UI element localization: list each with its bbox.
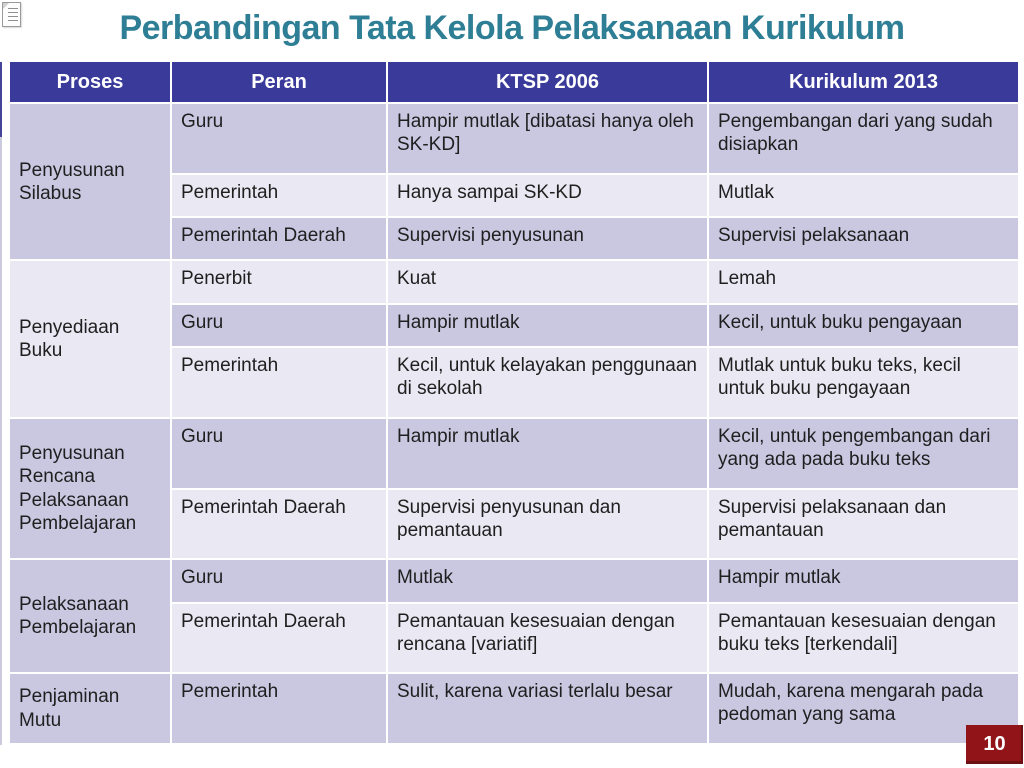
table-row <box>10 261 1018 302</box>
cell-peran: Guru <box>172 305 386 346</box>
cell-ktsp-2006: Hampir mutlak [dibatasi hanya oleh SK-KD] <box>388 104 707 173</box>
cell-kurikulum-2013: Hampir mutlak <box>709 560 1018 601</box>
cell-proses: Pelaksanaan Pembelajaran <box>10 560 170 672</box>
cell-kurikulum-2013: Lemah <box>709 261 1018 302</box>
cell-peran: Guru <box>172 560 386 601</box>
left-edge-artifact-top <box>0 62 2 137</box>
cell-peran: Guru <box>172 104 386 173</box>
cell-ktsp-2006: Supervisi penyusunan <box>388 218 707 259</box>
cell-ktsp-2006: Supervisi penyusunan dan pemantauan <box>388 490 707 559</box>
table-row <box>10 104 1018 173</box>
cell-proses: Penyusunan Silabus <box>10 104 170 259</box>
table-body <box>10 104 1018 743</box>
cell-ktsp-2006: Pemantauan kesesuaian dengan rencana [variatif] <box>388 604 707 673</box>
cell-peran: Pemerintah Daerah <box>172 218 386 259</box>
left-edge-artifact-bottom <box>0 137 2 745</box>
cell-kurikulum-2013: Mutlak untuk buku teks, kecil untuk buku pengayaan <box>709 348 1018 417</box>
cell-ktsp-2006: Hampir mutlak <box>388 419 707 488</box>
column-header-kurikulum-2013: Kurikulum 2013 <box>709 62 1018 102</box>
cell-peran: Guru <box>172 419 386 488</box>
table-row <box>10 560 1018 601</box>
cell-kurikulum-2013: Kecil, untuk pengembangan dari yang ada pada buku teks <box>709 419 1018 488</box>
cell-kurikulum-2013: Supervisi pelaksanaan dan pemantauan <box>709 490 1018 559</box>
table-row <box>10 674 1018 743</box>
cell-ktsp-2006: Sulit, karena variasi terlalu besar <box>388 674 707 743</box>
cell-proses: Penjaminan Mutu <box>10 674 170 743</box>
table-header-row <box>10 62 1018 102</box>
cell-peran: Pemerintah <box>172 348 386 417</box>
cell-ktsp-2006: Kecil, untuk kelayakan penggunaan di sekolah <box>388 348 707 417</box>
column-header-peran: Peran <box>172 62 386 102</box>
cell-ktsp-2006: Mutlak <box>388 560 707 601</box>
cell-proses: Penyediaan Buku <box>10 261 170 416</box>
cell-kurikulum-2013: Supervisi pelaksanaan <box>709 218 1018 259</box>
cell-peran: Pemerintah <box>172 175 386 216</box>
cell-ktsp-2006: Hampir mutlak <box>388 305 707 346</box>
cell-peran: Penerbit <box>172 261 386 302</box>
page-title: Perbandingan Tata Kelola Pelaksanaan Kurikulum <box>119 9 905 47</box>
cell-ktsp-2006: Hanya sampai SK-KD <box>388 175 707 216</box>
cell-ktsp-2006: Kuat <box>388 261 707 302</box>
comparison-table <box>8 60 1020 745</box>
cell-kurikulum-2013: Mutlak <box>709 175 1018 216</box>
cell-kurikulum-2013: Pengembangan dari yang sudah disiapkan <box>709 104 1018 173</box>
cell-kurikulum-2013: Mudah, karena mengarah pada pedoman yang sama <box>709 674 1018 743</box>
cell-peran: Pemerintah Daerah <box>172 490 386 559</box>
cell-kurikulum-2013: Pemantauan kesesuaian dengan buku teks [terkendali] <box>709 604 1018 673</box>
column-header-proses: Proses <box>10 62 170 102</box>
cell-proses: Penyusunan Rencana Pelaksanaan Pembelajaran <box>10 419 170 558</box>
column-header-ktsp-2006: KTSP 2006 <box>388 62 707 102</box>
table-row <box>10 419 1018 488</box>
page-number-badge: 10 <box>966 725 1023 764</box>
cell-peran: Pemerintah Daerah <box>172 604 386 673</box>
cell-kurikulum-2013: Kecil, untuk buku pengayaan <box>709 305 1018 346</box>
cell-peran: Pemerintah <box>172 674 386 743</box>
